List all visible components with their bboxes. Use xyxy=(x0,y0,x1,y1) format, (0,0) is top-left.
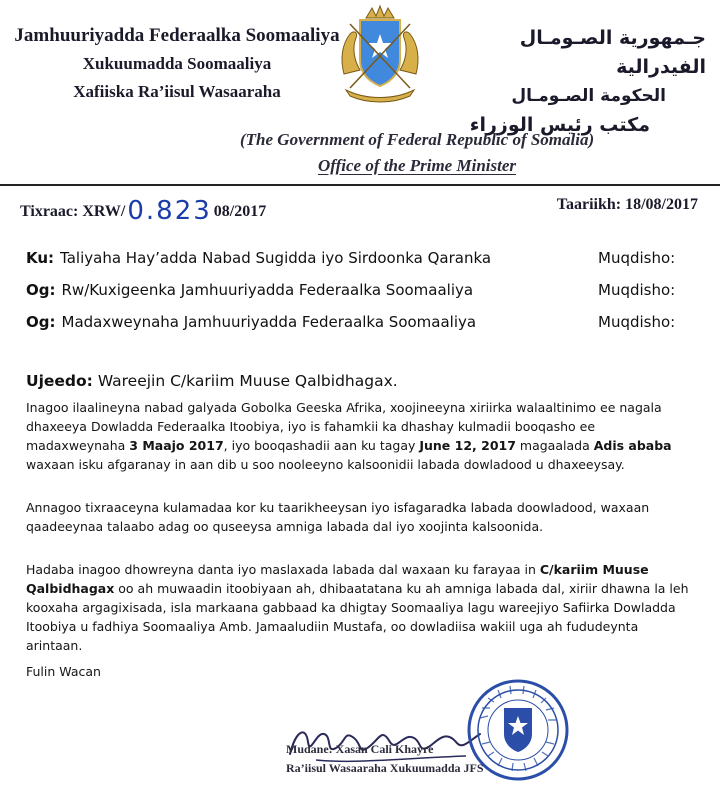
paragraph-text: waxaan isku afgaranay in aan dib u soo nooleeyno kalsoonidii labada dowladood u dhaxeeysay. xyxy=(26,457,625,472)
body-paragraph-3 xyxy=(26,560,696,655)
paragraph-bold-name: C/kariim Muuse Qalbidhagax xyxy=(26,562,649,596)
addressee-label: Ku: xyxy=(26,249,55,267)
paragraph-text: Hadaba inagoo dhowreyna danta iyo maslaxada labada dal waxaan ku farayaa in xyxy=(26,562,540,577)
addressee-text: Madaxweynaha Jamhuuriyadda Federaalka Soomaaliya xyxy=(61,313,477,331)
handwritten-reference-number: 0.823 xyxy=(127,196,212,226)
addressee-text: Rw/Kuxigeenka Jamhuuriyadda Federaalka Soomaaliya xyxy=(61,281,474,299)
paragraph-text: magaalada xyxy=(515,438,594,453)
subject-text: Wareejin C/kariim Muuse Qalbidhagax. xyxy=(97,372,398,390)
subject-line xyxy=(26,372,398,390)
header-right-line-1: جـمهورية الصـومـال الفيدرالية xyxy=(519,27,706,78)
header-right-line-2: الحكومة الصـومـال xyxy=(511,86,666,106)
coat-of-arms-icon xyxy=(336,4,424,104)
signatory-title: Ra’iisul Wasaaraha Xukuumadda JFS xyxy=(286,761,484,775)
addressee-row xyxy=(26,313,686,331)
header-right-arabic xyxy=(426,24,706,140)
addressee-text: Taliyaha Hay’adda Nabad Sugidda iyo Sirdoonka Qaranka xyxy=(60,249,492,267)
reference-prefix: Tixraac: XRW/ xyxy=(20,203,126,220)
body-paragraph-1 xyxy=(26,398,696,474)
subject-label: Ujeedo: xyxy=(26,372,93,390)
paragraph-bold-place: Adis ababa xyxy=(593,438,672,453)
addressee-row xyxy=(26,281,686,299)
addressee-row xyxy=(26,249,686,267)
header-left-line-3: Xafiiska Ra’iisul Wasaaraha xyxy=(73,82,281,101)
paragraph-text: oo ah muwaadin itoobiyaan ah, dhibaatatana ku ah amniga labada dal, xiriir dhawna la leh kooxaha argagixisada, isla markaana gabbaad ka dhigtay Soomaaliya lagu wareejiyo Safiirka Dowladda Itoobiya u fadhiya Soomaaliya Amb. Jamaaludiin Mustafa, oo dowladiisa wakiil uga ah fududeynta arintaan. xyxy=(26,581,689,653)
paragraph-text: , iyo booqashadii aan ku tagay xyxy=(223,438,420,453)
header-left-line-2: Xukuumadda Soomaaliya xyxy=(82,54,272,73)
addressee-city: Muqdisho: xyxy=(598,313,676,331)
english-government-line: (The Government of Federal Republic of Somalia) xyxy=(240,130,595,149)
header-divider xyxy=(0,184,720,186)
header-left-line-1: Jamhuuriyadda Federaalka Soomaaliya xyxy=(14,25,340,46)
addressee-city: Muqdisho: xyxy=(598,281,676,299)
addressee-label: Og: xyxy=(26,281,56,299)
addressee-label: Og: xyxy=(26,313,56,331)
document-date: Taariikh: 18/08/2017 xyxy=(556,196,698,213)
header-left xyxy=(12,22,342,106)
header-right-line-3: مكتب رئيس الوزراء xyxy=(469,114,650,136)
signatory-name: Mudane: Xasan Cali Khayre xyxy=(286,742,434,756)
paragraph-bold-date: 3 Maajo 2017 xyxy=(129,438,224,453)
addressee-city: Muqdisho: xyxy=(598,249,676,267)
body-paragraph-2: Annagoo tixraaceyna kulamadaa kor ku taarikheeysan iyo isfagaradka labada doowladood, waxaan qaadeeynaa talaabo adag oo quseeysa amniga labada dal iyo xoojinta kalsoonida. xyxy=(26,500,650,534)
english-office-line: Office of the Prime Minister xyxy=(318,156,516,175)
reference-suffix: 08/2017 xyxy=(213,203,267,220)
closing-line: Fulin Wacan xyxy=(26,664,101,679)
paragraph-text: Inagoo ilaalineyna nabad galyada Gobolka Geeska Afrika, xoojineeyna xiriirka walaaltinimo ee nagala dhaxeeya Dowladda Federaalka Itoobiya, iyo is fahamkii ka dhashay kulmadii booqasho ee madaxweynaha xyxy=(26,400,662,453)
paragraph-bold-date: June 12, 2017 xyxy=(419,438,516,453)
reference-number xyxy=(20,196,266,226)
